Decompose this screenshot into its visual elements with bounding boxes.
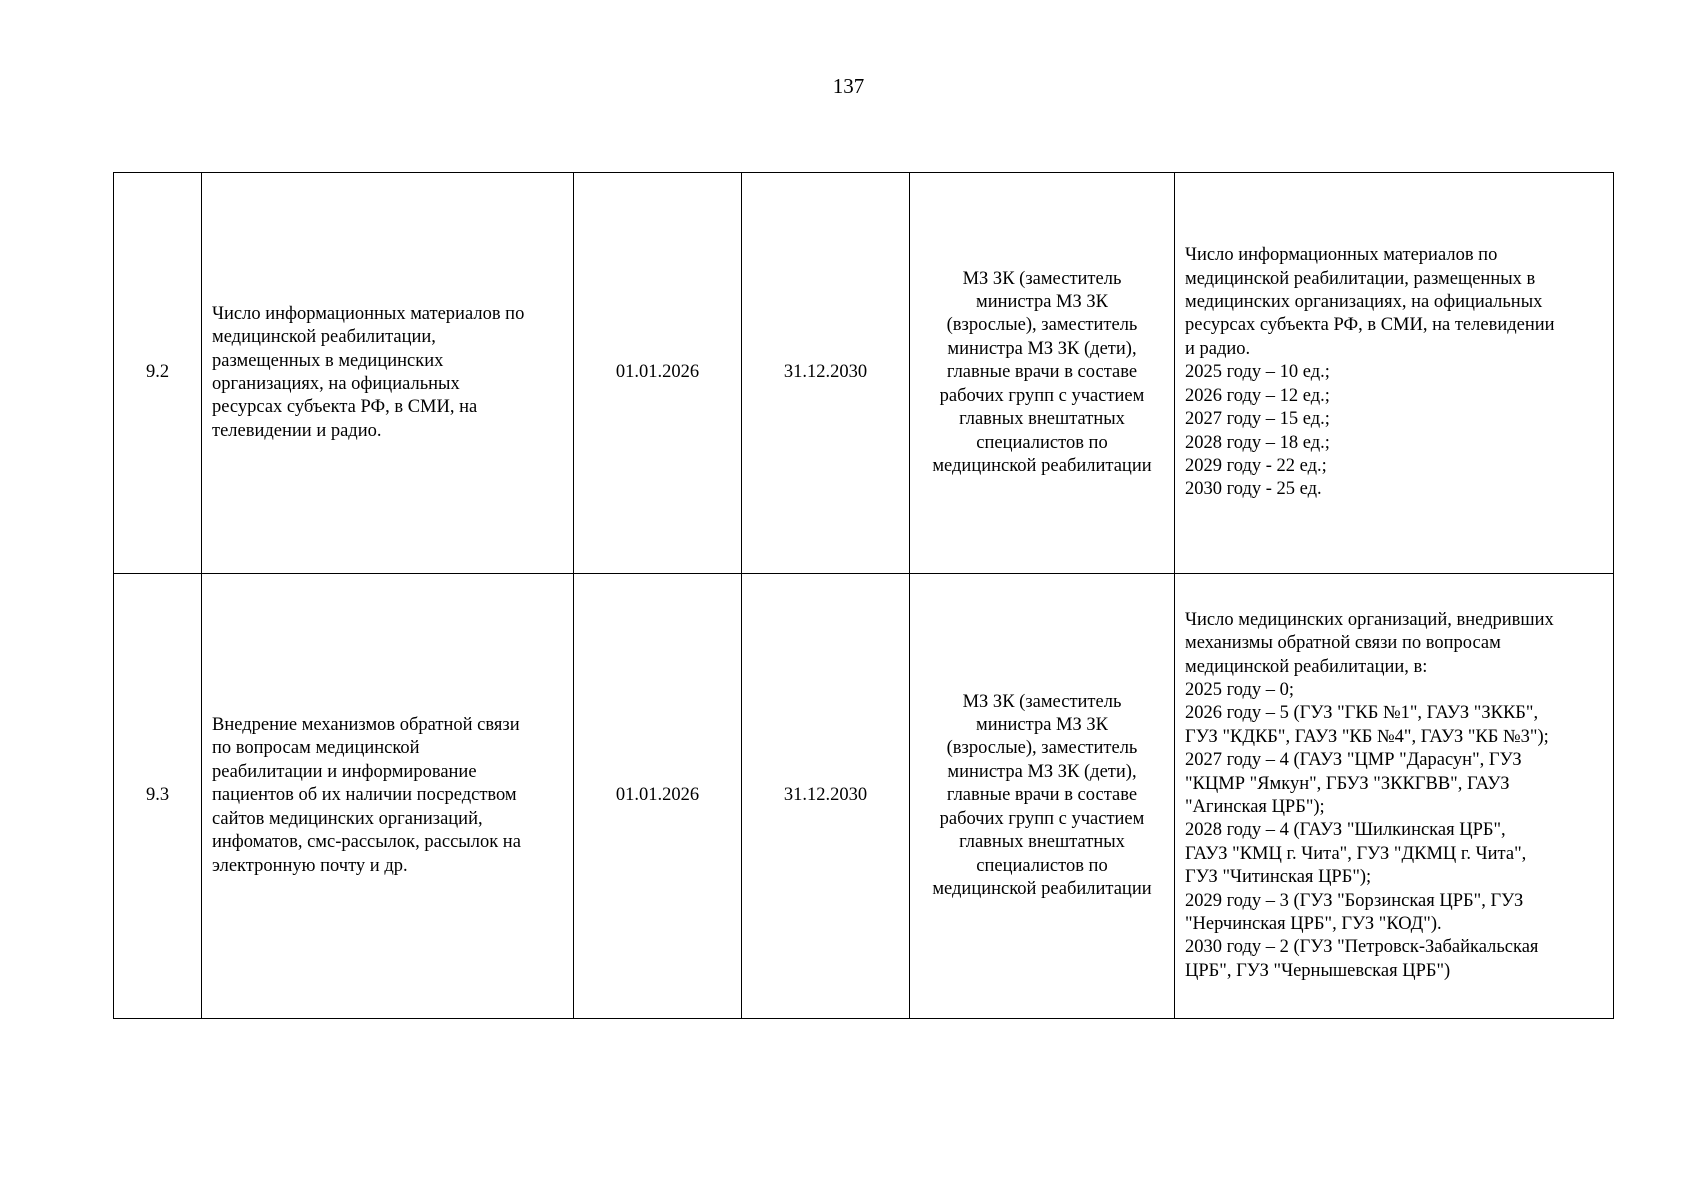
start-date: 01.01.2026	[574, 574, 742, 1019]
item-name: Внедрение механизмов обратной связи по вопросам медицинской реабилитации и информирование пациентов об их наличии посредством сайтов медицинских организаций, инфоматов, смс-рассылок, рассылок на электронную почту и др.	[202, 574, 574, 1019]
responsible-party: МЗ ЗК (заместитель министра МЗ ЗК (взрослые), заместитель министра МЗ ЗК (дети), главные врачи в составе рабочих групп с участием главных внештатных специалистов по медицинской реабилитации	[910, 574, 1175, 1019]
start-date: 01.01.2026	[574, 173, 742, 574]
end-date: 31.12.2030	[742, 574, 910, 1019]
plan-table	[113, 172, 1614, 1019]
table-row	[114, 173, 1614, 574]
page-number: 137	[832, 74, 865, 98]
item-name: Число информационных материалов по медицинской реабилитации, размещенных в медицинских организациях, на официальных ресурсах субъекта РФ, в СМИ, на телевидении и радио.	[202, 173, 574, 574]
expected-result: Число информационных материалов по медицинской реабилитации, размещенных в медицинских организациях, на официальных ресурсах субъекта РФ, в СМИ, на телевидении и радио. 2025 году – 10 ед.; 2026 году – 12 ед.; 2027 году – 15 ед.; 2028 году – 18 ед.; 2029 году - 22 ед.; 2030 году - 25 ед.	[1175, 173, 1614, 574]
responsible-party: МЗ ЗК (заместитель министра МЗ ЗК (взрослые), заместитель министра МЗ ЗК (дети), главные врачи в составе рабочих групп с участием главных внештатных специалистов по медицинской реабилитации	[910, 173, 1175, 574]
item-number: 9.3	[114, 574, 202, 1019]
item-number: 9.2	[114, 173, 202, 574]
table-row	[114, 574, 1614, 1019]
end-date: 31.12.2030	[742, 173, 910, 574]
expected-result: Число медицинских организаций, внедривших механизмы обратной связи по вопросам медицинской реабилитации, в: 2025 году – 0; 2026 году – 5 (ГУЗ "ГКБ №1", ГАУЗ "ЗККБ", ГУЗ "КДКБ", ГАУЗ "КБ №4", ГАУЗ "КБ №3"); 2027 году – 4 (ГАУЗ "ЦМР "Дарасун", ГУЗ "КЦМР "Ямкун", ГБУЗ "ЗККГВВ", ГАУЗ "Агинская ЦРБ"); 2028 году – 4 (ГАУЗ "Шилкинская ЦРБ", ГАУЗ "КМЦ г. Чита", ГУЗ "ДКМЦ г. Чита", ГУЗ "Читинская ЦРБ"); 2029 году – 3 (ГУЗ "Борзинская ЦРБ", ГУЗ "Нерчинская ЦРБ", ГУЗ "КОД"). 2030 году – 2 (ГУЗ "Петровск-Забайкальская ЦРБ", ГУЗ "Чернышевская ЦРБ")	[1175, 574, 1614, 1019]
